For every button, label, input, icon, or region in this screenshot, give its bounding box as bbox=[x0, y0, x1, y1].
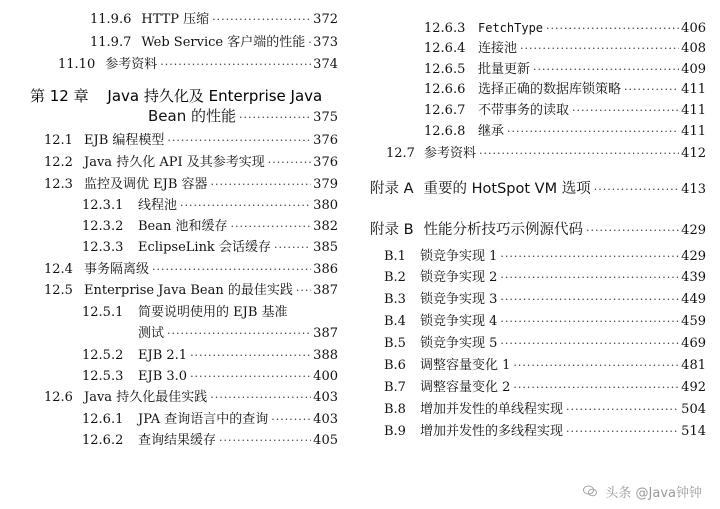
page-number: 406 bbox=[681, 21, 706, 36]
page-number: 411 bbox=[681, 103, 706, 118]
page-number: 400 bbox=[313, 369, 338, 384]
section-title: 调整容量变化 1 bbox=[420, 358, 511, 373]
page-number: 459 bbox=[681, 314, 706, 329]
toc-entry bbox=[384, 402, 706, 418]
section-title: 线程池 bbox=[138, 198, 178, 213]
section-number: 12.3.1 bbox=[82, 198, 124, 213]
toc-entry bbox=[82, 412, 338, 428]
section-title: 锁竞争实现 4 bbox=[420, 314, 498, 329]
toc-entry bbox=[384, 336, 706, 352]
leader-dots bbox=[507, 124, 679, 140]
toc-entry bbox=[424, 82, 706, 98]
toc-entry bbox=[384, 358, 706, 374]
toc-entry bbox=[424, 20, 706, 37]
page-number: 469 bbox=[681, 336, 706, 351]
toc-entry bbox=[44, 133, 338, 149]
leader-dots bbox=[500, 336, 679, 352]
page-number: 382 bbox=[313, 219, 338, 234]
section-title: 参考资料 bbox=[105, 57, 158, 72]
toc-entry bbox=[384, 424, 706, 440]
toc-entry bbox=[44, 177, 338, 193]
page-number: 376 bbox=[313, 133, 338, 148]
toc-entry bbox=[386, 146, 706, 162]
section-title: 锁竞争实现 3 bbox=[420, 292, 498, 307]
section-title: 锁竞争实现 5 bbox=[420, 336, 498, 351]
leader-dots bbox=[479, 146, 679, 162]
chapter-title-line2: Bean 的性能 bbox=[148, 107, 236, 125]
section-number: 12.6.2 bbox=[82, 433, 124, 448]
page-number: 403 bbox=[313, 412, 338, 427]
leader-dots bbox=[500, 249, 679, 265]
toc-entry bbox=[384, 292, 706, 308]
leader-dots bbox=[152, 262, 311, 278]
leader-dots bbox=[520, 41, 679, 57]
leader-dots bbox=[239, 110, 311, 126]
section-number: 12.1 bbox=[44, 133, 73, 148]
section-number: 12.6.1 bbox=[82, 412, 124, 427]
page-number: 375 bbox=[313, 110, 338, 125]
section-title: JPA 查询语言中的查询 bbox=[138, 412, 269, 427]
toc-entry-line1 bbox=[82, 305, 338, 321]
section-title: 调整容量变化 2 bbox=[420, 380, 511, 395]
section-number: B.5 bbox=[384, 336, 406, 351]
leader-dots bbox=[190, 348, 311, 364]
section-title: EJB 编程模型 bbox=[84, 133, 165, 148]
section-title: 增加并发性的单线程实现 bbox=[420, 402, 564, 417]
leader-dots bbox=[296, 283, 311, 299]
section-number: 12.6 bbox=[44, 390, 73, 405]
chapter-heading-line2 bbox=[138, 108, 338, 126]
appendix-number: 附录 A bbox=[370, 181, 414, 197]
section-title: 增加并发性的多线程实现 bbox=[420, 424, 564, 439]
section-number: 12.6.5 bbox=[424, 62, 466, 77]
section-number: 11.9.7 bbox=[90, 35, 132, 50]
leader-dots bbox=[546, 21, 679, 37]
leader-dots bbox=[160, 57, 311, 73]
section-number: 12.7 bbox=[386, 146, 415, 161]
page-number: 514 bbox=[681, 424, 706, 439]
section-title: Java 持久化最佳实践 bbox=[84, 390, 208, 405]
section-number: 12.5.2 bbox=[82, 348, 124, 363]
toc-entry bbox=[44, 262, 338, 278]
page-number: 386 bbox=[313, 262, 338, 277]
toc-entry bbox=[424, 62, 706, 78]
page-number: 403 bbox=[313, 390, 338, 405]
section-number: 11.10 bbox=[58, 57, 96, 72]
appendix-title: 性能分析技巧示例源代码 bbox=[423, 222, 584, 238]
section-title: 事务隔离级 bbox=[84, 262, 150, 277]
section-title: 锁竞争实现 2 bbox=[420, 270, 498, 285]
section-number: B.9 bbox=[384, 424, 406, 439]
leader-dots bbox=[594, 182, 679, 198]
page-number: 385 bbox=[313, 240, 338, 255]
page-number: 412 bbox=[681, 146, 706, 161]
leader-dots bbox=[500, 292, 679, 308]
page-number: 388 bbox=[313, 348, 338, 363]
watermark-text: 头条 @Java钟钟 bbox=[605, 486, 702, 501]
section-title: Bean 池和缓存 bbox=[138, 219, 228, 234]
section-number: B.3 bbox=[384, 292, 406, 307]
toc-entry-line2 bbox=[138, 326, 338, 342]
leader-dots bbox=[190, 369, 311, 385]
section-number: 12.3.3 bbox=[82, 240, 124, 255]
leader-dots bbox=[274, 240, 311, 256]
leader-dots bbox=[513, 380, 679, 396]
page-number: 411 bbox=[681, 124, 706, 139]
page-number: 429 bbox=[681, 249, 706, 264]
section-title: 锁竞争实现 1 bbox=[420, 249, 498, 264]
leader-dots bbox=[167, 133, 311, 149]
toc-entry bbox=[82, 198, 338, 214]
toc-entry bbox=[82, 369, 338, 385]
toc-entry bbox=[44, 390, 338, 406]
toc-entry bbox=[58, 12, 338, 28]
leader-dots bbox=[500, 270, 679, 286]
section-title-line1: 简要说明使用的 EJB 基准 bbox=[138, 305, 288, 320]
section-title: FetchType bbox=[478, 21, 544, 35]
section-title: EJB 3.0 bbox=[138, 369, 188, 384]
section-title: Java 持久化 API 及其参考实现 bbox=[84, 155, 265, 170]
page-number: 413 bbox=[681, 182, 706, 197]
toc-entry bbox=[58, 35, 338, 51]
toc-entry bbox=[384, 270, 706, 286]
section-title: EclipseLink 会话缓存 bbox=[138, 240, 271, 255]
page-number: 492 bbox=[681, 380, 706, 395]
chapter-number: 第 12 章 bbox=[30, 87, 89, 105]
toc-entry bbox=[82, 433, 338, 449]
wechat-icon bbox=[583, 485, 597, 501]
appendix-heading bbox=[370, 181, 706, 198]
page-number: 449 bbox=[681, 292, 706, 307]
page-number: 373 bbox=[313, 35, 338, 50]
leader-dots bbox=[211, 177, 312, 193]
toc-entry bbox=[384, 314, 706, 330]
page-number: 380 bbox=[313, 198, 338, 213]
page-number: 504 bbox=[681, 402, 706, 417]
section-number: 12.6.8 bbox=[424, 124, 466, 139]
section-number: 12.6.3 bbox=[424, 21, 466, 36]
section-number: B.7 bbox=[384, 380, 406, 395]
page-number: 409 bbox=[681, 62, 706, 77]
section-title: 继承 bbox=[478, 124, 505, 139]
section-number: B.4 bbox=[384, 314, 406, 329]
leader-dots bbox=[231, 219, 312, 235]
toc-entry bbox=[82, 240, 338, 256]
section-number: 12.5.1 bbox=[82, 305, 124, 320]
toc-entry bbox=[384, 380, 706, 396]
toc-entry bbox=[424, 124, 706, 140]
section-title: 查询结果缓存 bbox=[138, 433, 217, 448]
section-title: EJB 2.1 bbox=[138, 348, 188, 363]
section-number: 12.5 bbox=[44, 283, 73, 298]
toc-entry bbox=[44, 283, 338, 299]
section-number: 11.9.6 bbox=[90, 12, 132, 27]
toc-entry bbox=[58, 57, 338, 73]
toc-entry bbox=[384, 249, 706, 265]
appendix-number: 附录 B bbox=[370, 222, 414, 238]
toc-entry bbox=[44, 155, 338, 171]
leader-dots bbox=[624, 82, 679, 98]
section-number: 12.3 bbox=[44, 177, 73, 192]
page-number: 408 bbox=[681, 41, 706, 56]
section-title: Enterprise Java Bean 的最佳实践 bbox=[84, 283, 293, 298]
leader-dots bbox=[566, 402, 679, 418]
section-title-line2: 测试 bbox=[138, 326, 165, 341]
page-number: 379 bbox=[313, 177, 338, 192]
chapter-title-line1: Java 持久化及 Enterprise Java bbox=[107, 87, 323, 105]
leader-dots bbox=[566, 424, 679, 440]
section-number: 12.6.4 bbox=[424, 41, 466, 56]
appendix-heading bbox=[370, 222, 706, 239]
watermark bbox=[583, 482, 702, 501]
page-number: 387 bbox=[313, 326, 338, 341]
section-number: 12.4 bbox=[44, 262, 73, 277]
leader-dots bbox=[500, 314, 679, 330]
leader-dots bbox=[513, 358, 679, 374]
section-number: 12.2 bbox=[44, 155, 73, 170]
toc-entry bbox=[82, 219, 338, 235]
toc-entry bbox=[424, 41, 706, 57]
section-title: 参考资料 bbox=[424, 146, 477, 161]
leader-dots bbox=[180, 198, 311, 214]
section-number: B.1 bbox=[384, 249, 406, 264]
page-number: 387 bbox=[313, 283, 338, 298]
leader-dots bbox=[586, 223, 679, 239]
leader-dots bbox=[212, 12, 311, 28]
leader-dots bbox=[572, 103, 679, 119]
page-number: 411 bbox=[681, 82, 706, 97]
section-number: B.8 bbox=[384, 402, 406, 417]
page-number: 376 bbox=[313, 155, 338, 170]
appendix-title: 重要的 HotSpot VM 选项 bbox=[423, 181, 591, 197]
section-title: HTTP 压缩 bbox=[141, 12, 210, 27]
toc-entry bbox=[82, 348, 338, 364]
section-title: 连接池 bbox=[478, 41, 518, 56]
leader-dots bbox=[219, 433, 311, 449]
page-number: 481 bbox=[681, 358, 706, 373]
page-number: 429 bbox=[681, 223, 706, 238]
leader-dots bbox=[308, 35, 311, 51]
section-title: Web Service 客户端的性能 bbox=[141, 35, 306, 50]
section-number: 12.3.2 bbox=[82, 219, 124, 234]
section-number: 12.6.7 bbox=[424, 103, 466, 118]
leader-dots bbox=[533, 62, 679, 78]
leader-dots bbox=[167, 326, 311, 342]
page-number: 372 bbox=[313, 12, 338, 27]
section-title: 不带事务的读取 bbox=[478, 103, 570, 118]
chapter-heading bbox=[30, 87, 322, 105]
toc-entry bbox=[424, 103, 706, 119]
section-title: 选择正确的数据库锁策略 bbox=[478, 82, 622, 97]
leader-dots bbox=[268, 155, 311, 171]
section-title: 批量更新 bbox=[478, 62, 531, 77]
section-title: 监控及调优 EJB 容器 bbox=[84, 177, 208, 192]
page-number: 374 bbox=[313, 57, 338, 72]
section-number: B.2 bbox=[384, 270, 406, 285]
section-number: 12.6.6 bbox=[424, 82, 466, 97]
leader-dots bbox=[210, 390, 311, 406]
leader-dots bbox=[271, 412, 311, 428]
page-number: 405 bbox=[313, 433, 338, 448]
section-number: 12.5.3 bbox=[82, 369, 124, 384]
page-number: 439 bbox=[681, 270, 706, 285]
section-number: B.6 bbox=[384, 358, 406, 373]
